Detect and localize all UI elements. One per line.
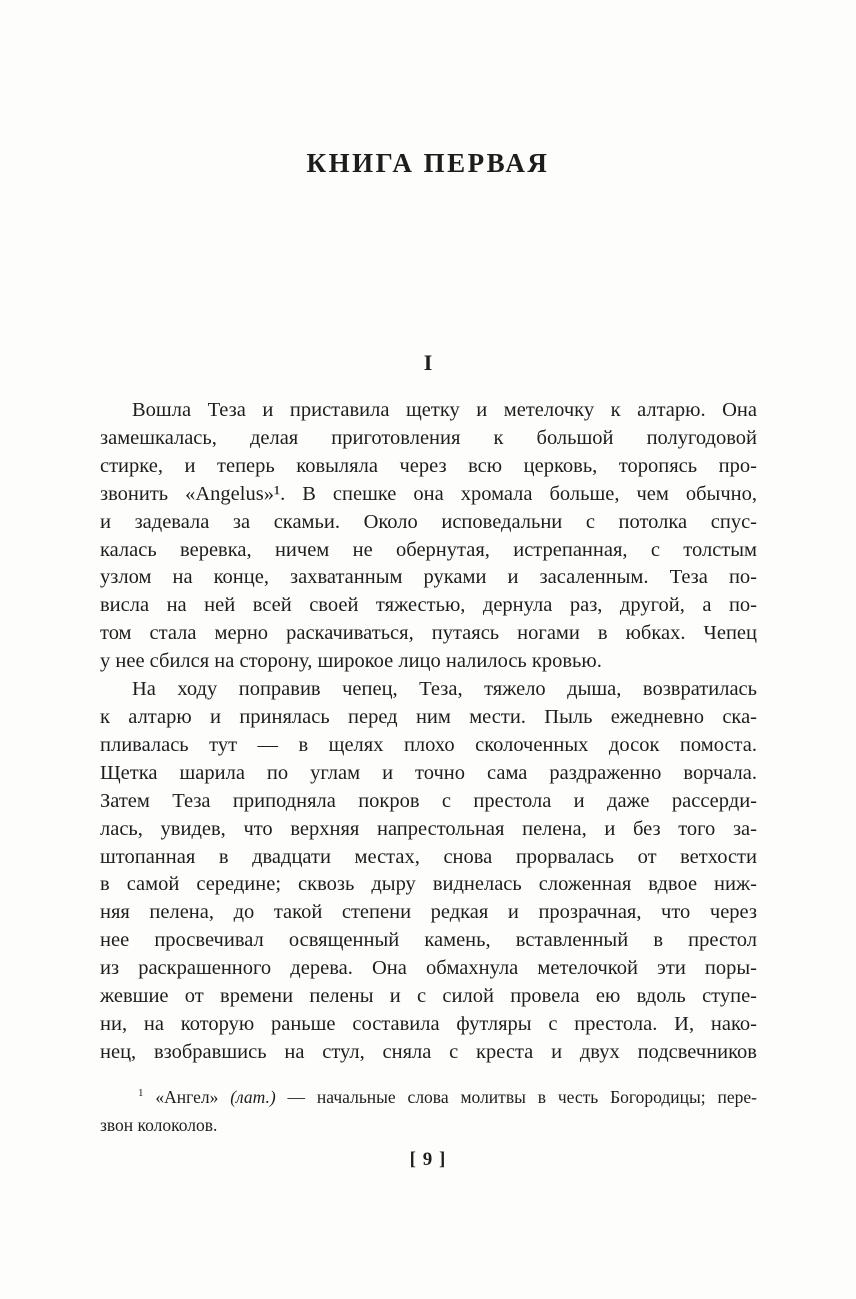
text-line: ни, на которую раньше составила футляры с престола. И, нако- xyxy=(100,1012,757,1035)
text-line: и задевала за скамьи. Около исповедальни с потолка спус- xyxy=(100,510,757,533)
text-line: штопанная в двадцати местах, снова прорвалась от ветхости xyxy=(100,845,757,868)
text-line: звонить «Angelus»¹. В спешке она хромала больше, чем обычно, xyxy=(100,482,757,505)
book-part-title: КНИГА ПЕРВАЯ xyxy=(306,148,550,178)
text-line: Затем Теза приподняла покров с престола и даже рассерди- xyxy=(100,789,757,812)
text-line: пливалась тут — в щелях плохо сколоченных досок помоста. xyxy=(100,733,757,756)
text-line: замешкалась, делая приготовления к большой полугодовой xyxy=(100,426,757,449)
text-line: калась веревка, ничем не обернутая, истрепанная, с толстым xyxy=(100,538,757,561)
chapter-number: I xyxy=(423,350,433,375)
text-line: из раскрашенного дерева. Она обмахнула метелочкой эти поры- xyxy=(100,957,757,980)
footnote-line xyxy=(100,1083,757,1111)
text-line: жевшие от времени пелены и с силой провела ею вдоль ступе- xyxy=(100,985,757,1008)
page-number: [ 9 ] xyxy=(409,1149,447,1170)
text-line: в самой середине; сквозь дыру виднелась сложенная вдвое ниж- xyxy=(100,873,757,896)
footnote-text: — начальные слова молитвы в честь Богородицы; пере- xyxy=(275,1087,758,1107)
text-line: том стала мерно раскачиваться, путаясь ногами в юбках. Чепец xyxy=(100,622,757,645)
footnote xyxy=(100,1083,757,1139)
footnote-line: звон колоколов. xyxy=(100,1115,218,1135)
text-line: На ходу поправив чепец, Теза, тяжело дыша, возвратилась xyxy=(132,678,757,701)
text-line: нее просвечивал освященный камень, вставленный в престол xyxy=(100,929,757,952)
text-line: у нее сбился на сторону, широкое лицо налилось кровью. xyxy=(100,650,602,673)
text-line: Вошла Теза и приставила щетку и метелочку к алтарю. Она xyxy=(132,399,757,421)
footnote-language-label: (лат.) xyxy=(230,1087,276,1107)
text-line: стирке, и теперь ковыляла через всю церковь, торопясь про- xyxy=(100,454,757,477)
body-text xyxy=(100,397,757,1067)
text-line: висла на ней всей своей тяжестью, дернула раз, другой, а по- xyxy=(100,594,757,617)
footnote-text: «Ангел» xyxy=(143,1087,231,1107)
text-line: к алтарю и принялась перед ним мести. Пыль ежедневно ска- xyxy=(100,705,757,728)
text-line: узлом на конце, захватанным руками и засаленным. Теза по- xyxy=(100,566,757,589)
text-line: Щетка шарила по углам и точно сама раздраженно ворчала. xyxy=(100,761,757,784)
text-line: лась, увидев, что верхняя напрестольная пелена, и без того за- xyxy=(100,817,757,840)
footnote-marker: 1 xyxy=(138,1087,144,1100)
text-line: няя пелена, до такой степени редкая и прозрачная, что через xyxy=(100,901,757,924)
text-line: нец, взобравшись на стул, сняла с креста и двух подсвечников xyxy=(100,1040,757,1063)
